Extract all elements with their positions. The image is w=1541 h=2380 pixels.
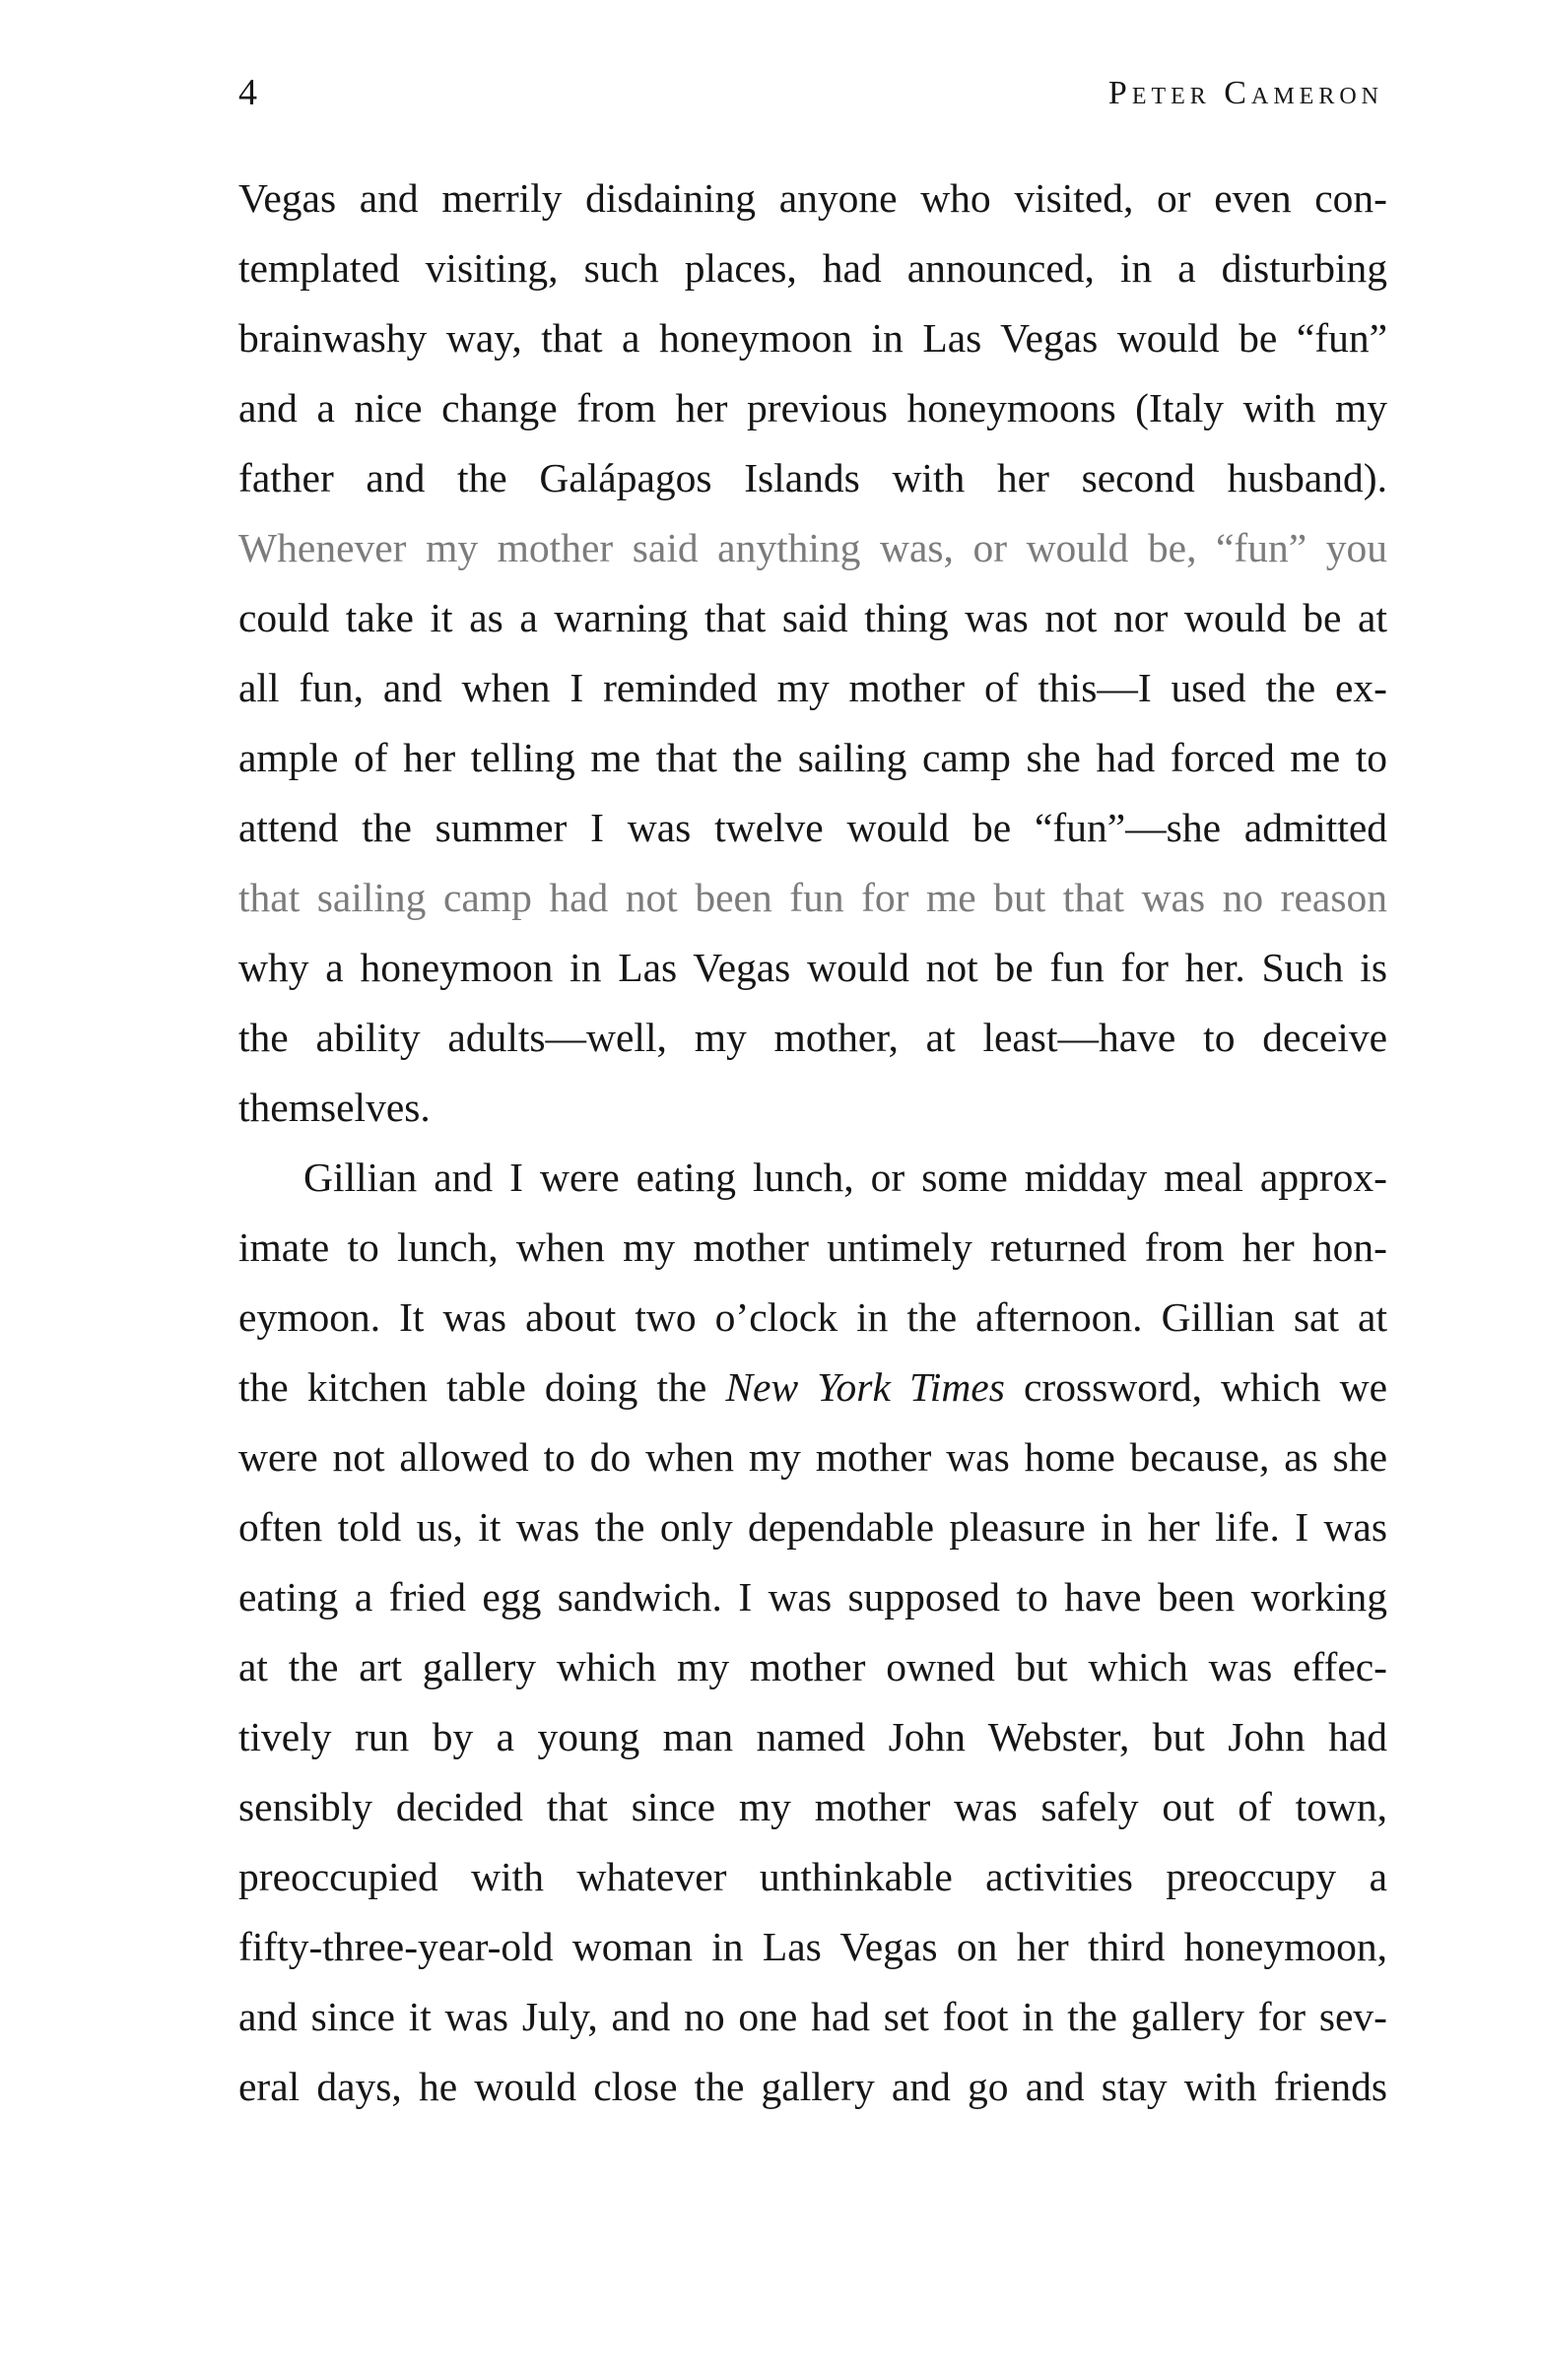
text-line: sensibly decided that since my mother was safely out of town, [238,1784,1387,1829]
text-line [238,1353,1387,1422]
text-line: at the art gallery which my mother owned but which was effec- [238,1644,1387,1689]
text-line: Vegas and merrily disdaining anyone who visited, or even con- [238,175,1387,221]
text-line: Gillian and I were eating lunch, or some midday meal approx- [303,1155,1387,1200]
text-run: the kitchen table doing the [238,1364,726,1410]
page-number: 4 [238,72,257,113]
text-line: that sailing camp had not been fun for me but that was no reason [238,875,1387,920]
text-line: templated visiting, such places, had announced, in a disturbing [238,245,1387,291]
text-line: and since it was July, and no one had set foot in the gallery for sev- [238,1994,1387,2039]
paragraph [238,1143,1387,2122]
text-line: and a nice change from her previous honeymoons (Italy with my [238,385,1387,430]
newspaper-title: New York Times [725,1364,1005,1410]
text-line: why a honeymoon in Las Vegas would not be fun for her. Such is [238,945,1387,990]
text-line: tively run by a young man named John Webster, but John had [238,1714,1387,1759]
text-line: eral days, he would close the gallery and go and stay with friends [238,2064,1387,2109]
text-line: could take it as a warning that said thing was not nor would be at [238,595,1387,640]
body-text [238,164,1387,2122]
text-line: brainwashy way, that a honeymoon in Las Vegas would be “fun” [238,315,1387,361]
text-line: Whenever my mother said anything was, or would be, “fun” you [238,525,1387,570]
text-line: were not allowed to do when my mother was home because, as she [238,1434,1387,1480]
text-line: themselves. [238,1085,431,1130]
text-line: preoccupied with whatever unthinkable activities preoccupy a [238,1854,1387,1899]
text-line: attend the summer I was twelve would be “fun”—she admitted [238,805,1387,850]
text-run: crossword, which we [1004,1364,1388,1410]
text-line: father and the Galápagos Islands with her second husband). [238,455,1387,500]
text-line: imate to lunch, when my mother untimely returned from her hon- [238,1224,1387,1270]
text-line: eating a fried egg sandwich. I was supposed to have been working [238,1574,1387,1620]
text-line: often told us, it was the only dependable pleasure in her life. I was [238,1504,1387,1550]
paragraph-continued [238,164,1387,1143]
text-line: the ability adults—well, my mother, at least—have to deceive [238,1015,1387,1060]
text-line: fifty-three-year-old woman in Las Vegas on her third honeymoon, [238,1924,1387,1969]
text-line: all fun, and when I reminded my mother of this—I used the ex- [238,665,1387,710]
text-line: eymoon. It was about two o’clock in the afternoon. Gillian sat at [238,1294,1387,1340]
text-line: ample of her telling me that the sailing camp she had forced me to [238,735,1387,780]
running-head-author: Peter Cameron [1107,75,1383,111]
